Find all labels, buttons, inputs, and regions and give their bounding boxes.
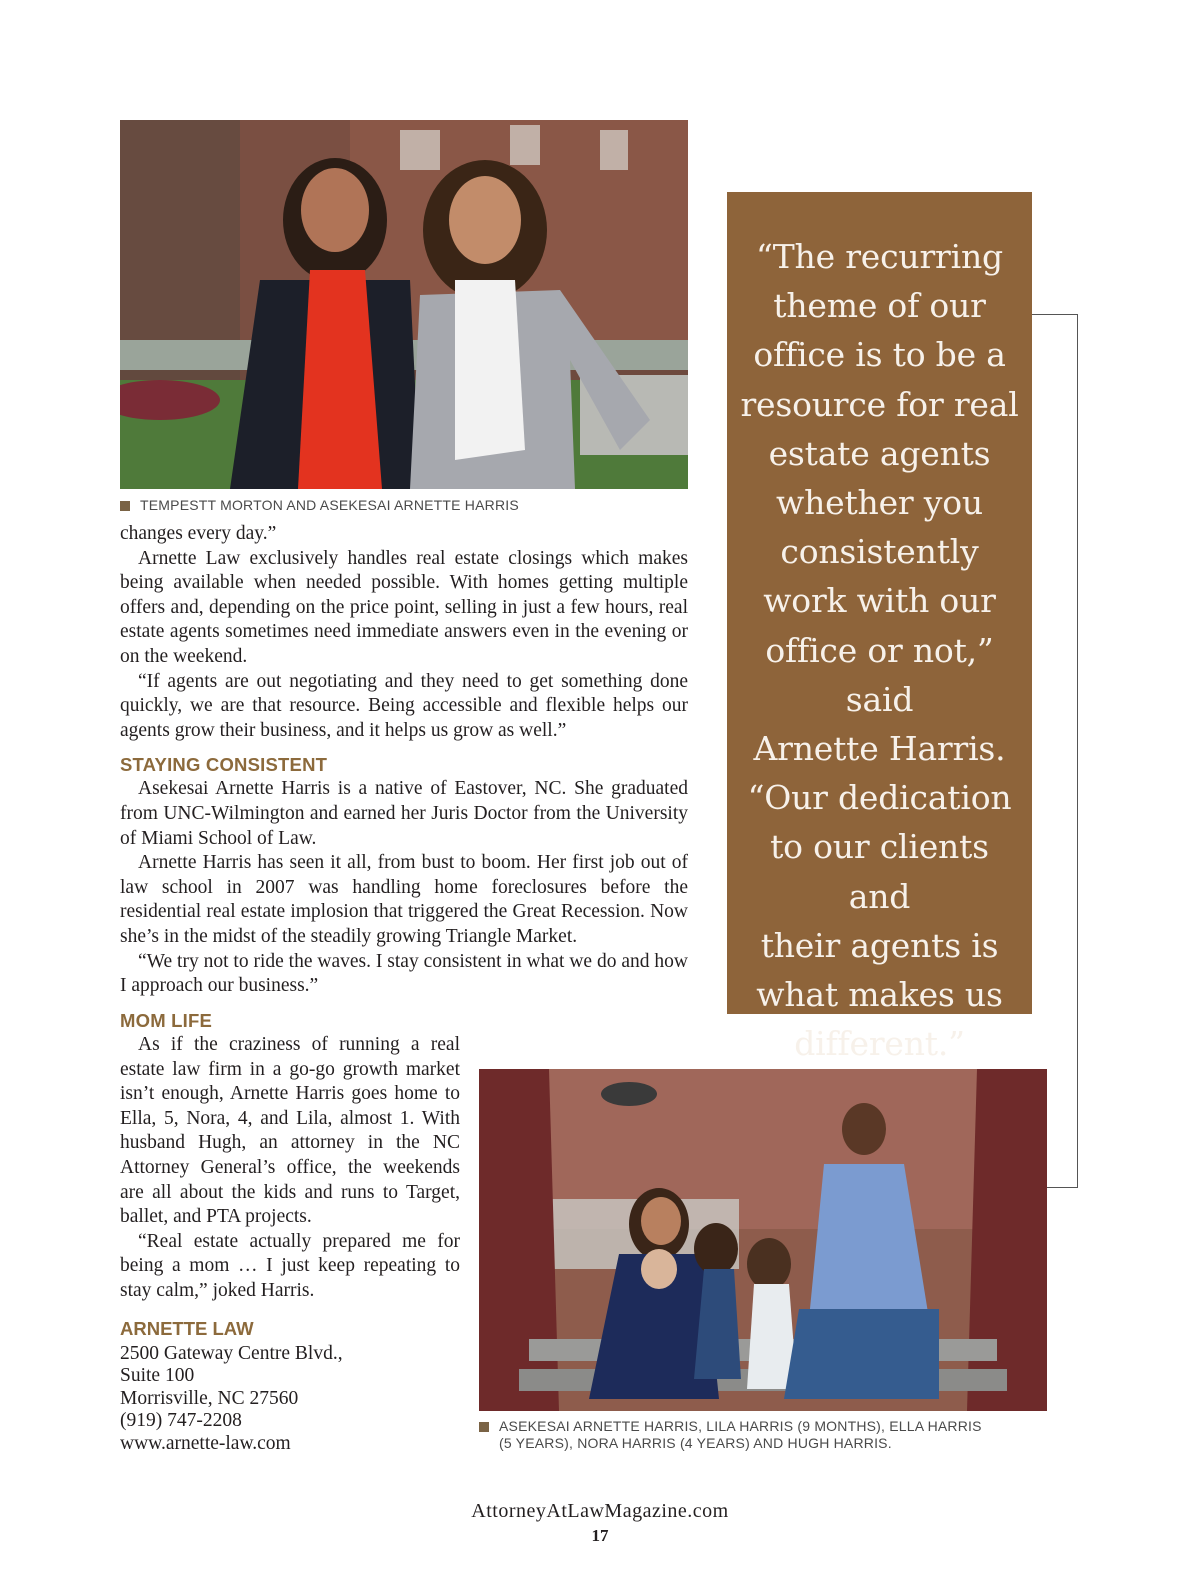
pull-quote-line: to our clients and — [770, 827, 989, 916]
caption-text-line: ASEKESAI ARNETTE HARRIS, LILA HARRIS (9 MONTHS), ELLA HARRIS — [499, 1418, 982, 1434]
article-paragraph: Arnette Law exclusively handles real estate closings which makes being available when needed possible. With homes getting multiple offers and, depending on the price point, selling in just a few hours, real estate agents sometimes need immediate answers even in the evening or on the weekend. — [120, 547, 688, 667]
pull-quote-line: their agents is — [760, 925, 999, 965]
article-column — [120, 522, 688, 1033]
caption-marker — [479, 1422, 489, 1432]
article-paragraph: As if the craziness of running a real estate law firm in a go-go growth market isn’t enough, Arnette Harris goes home to Ella, 5, Nora, 4, and Lila, almost 1. With husband Hugh, an attorney in the NC Attorney General’s office, the weekends are all about the kids and runs to Target, ballet, and PTA projects. — [120, 1034, 460, 1228]
caption-marker — [120, 501, 130, 511]
contact-block — [120, 1317, 343, 1455]
photo-caption-top — [120, 497, 688, 514]
footer-site: AttorneyAtLawMagazine.com — [471, 1500, 729, 1522]
page-number: 17 — [591, 1526, 609, 1545]
pull-quote-line: Arnette Harris. — [753, 729, 1006, 769]
pull-quote-line: “The recurring — [756, 237, 1003, 276]
section-heading-staying-consistent: STAYING CONSISTENT — [120, 754, 328, 776]
caption-text-line: (5 YEARS), NORA HARRIS (4 YEARS) AND HUGH HARRIS. — [499, 1435, 892, 1451]
pull-quote-line: office is to be a — [753, 335, 1006, 375]
pull-quote-line: consistently — [780, 532, 979, 572]
photo-harris-family — [479, 1069, 1047, 1411]
address-line: Morrisville, NC 27560 — [120, 1387, 299, 1409]
photo-caption-bottom — [479, 1418, 1047, 1452]
pull-quote-line: “Our dedication — [747, 778, 1012, 818]
caption-text: TEMPESTT MORTON AND ASEKESAI ARNETTE HARRIS — [140, 497, 519, 513]
article-paragraph: Arnette Harris has seen it all, from bust to boom. Her first job out of law school in 2007 was handling home foreclosures before the residential real estate implosion that triggered the Great Recession. Now she’s in the midst of the steadily growing Triangle Market. — [120, 852, 688, 947]
phone-number: (919) 747-2208 — [120, 1410, 242, 1432]
article-paragraph: changes every day.” — [120, 523, 277, 544]
pull-quote-line: work with our — [763, 581, 996, 621]
contact-heading: ARNETTE LAW — [120, 1318, 254, 1339]
address-line: Suite 100 — [120, 1365, 195, 1387]
pull-quote-line: what makes us — [756, 975, 1003, 1015]
article-paragraph: Asekesai Arnette Harris is a native of Eastover, NC. She graduated from UNC-Wilmington and earned her Juris Doctor from the University of Miami School of Law. — [120, 778, 688, 849]
pull-quote-line: resource for real — [740, 384, 1019, 424]
article-paragraph: “If agents are out negotiating and they need to get something done quickly, we are that resource. Being accessible and flexible helps our agents grow their business, and it helps us grow as well.” — [120, 670, 688, 741]
article-paragraph: “Real estate actually prepared me for being a mom … I just keep repeating to stay calm,” joked Harris. — [120, 1230, 460, 1301]
pull-quote-line: different.” — [794, 1024, 965, 1064]
pull-quote-line: theme of our — [773, 286, 986, 326]
pull-quote-box — [727, 192, 1032, 1064]
article-column-narrow — [120, 1033, 460, 1304]
quote-connector-line — [1032, 314, 1078, 1188]
photo-morton-harris — [120, 120, 688, 489]
website-link[interactable]: www.arnette-law.com — [120, 1432, 291, 1454]
pull-quote-line: whether you — [776, 483, 983, 523]
pull-quote-line: office or not,” said — [765, 630, 994, 719]
section-heading-mom-life: MOM LIFE — [120, 1009, 213, 1031]
address-line: 2500 Gateway Centre Blvd., — [120, 1343, 343, 1364]
pull-quote-line: estate agents — [768, 433, 991, 473]
article-paragraph: “We try not to ride the waves. I stay consistent in what we do and how I approach our business.” — [120, 950, 688, 997]
